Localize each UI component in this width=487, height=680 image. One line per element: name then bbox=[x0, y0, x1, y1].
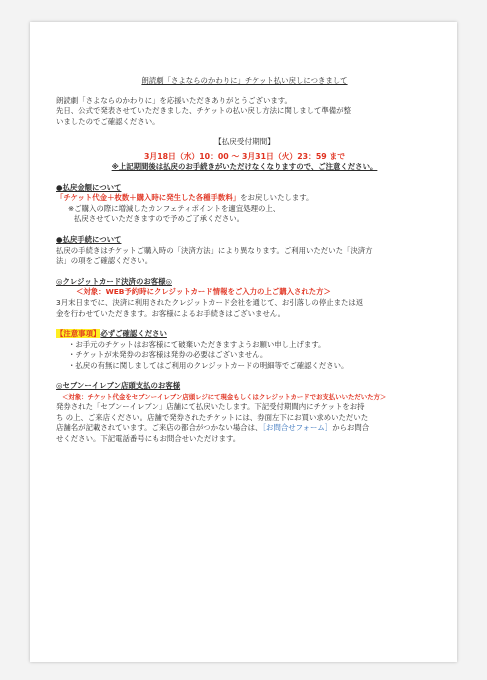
procedure-line-1: 払戻の手続きはチケットご購入時の「決済方法」により異なります。ご利用いただいた「決済方 bbox=[56, 245, 373, 255]
amount-line-2: ※ご購入の際に増減したカンフェティポイントを適宜処理の上、 bbox=[68, 203, 281, 213]
intro-line-2: 先日、公式で発表させていただきました、チケットの払い戻し方法に関しまして準備が整 bbox=[56, 106, 351, 116]
credit-line-1: 3月末日までに、決済に利用されたクレジットカード会社を通じて、お引落しの停止または返 bbox=[56, 297, 364, 307]
seven-heading: ◎セブンーイレブン店頭支払のお客様 bbox=[56, 381, 181, 391]
document-content bbox=[56, 76, 433, 444]
seven-line-4: せください。下記電話番号にもお問合せいただけます。 bbox=[56, 433, 241, 443]
document-page bbox=[30, 22, 457, 662]
seven-line-3-pre: 店舗名が記載されています。ご来店の都合がつかない場合は、 bbox=[56, 423, 263, 433]
amount-line-3: 払戻させていただきますので予めご了承ください。 bbox=[74, 214, 244, 224]
amount-line-1-rest: をお戻しいたします。 bbox=[240, 193, 314, 203]
seven-target: ＜対象：チケット代金をセブンーイレブン店頭レジにて現金もしくはクレジットカードでお支払いいただいた方＞ bbox=[62, 393, 387, 402]
seven-line-3-post: からお問合 bbox=[332, 423, 370, 433]
period-notice: ※上記期間後は払戻のお手続きがいただけなくなりますので、ご注意ください。 bbox=[111, 161, 378, 171]
seven-line-3 bbox=[56, 423, 433, 434]
seven-line-2: ち の上、ご来店ください。店舗で発券されたチケットには、券面左下にお買い求めいただいた bbox=[56, 412, 369, 422]
caution-bullet-3: ・払戻の有無に関しましてはご利用のクレジットカードの明細等でご確認ください。 bbox=[68, 360, 349, 370]
spacer bbox=[56, 127, 433, 135]
caution-heading bbox=[56, 329, 433, 340]
amount-heading: ●払戻金額について bbox=[56, 182, 122, 192]
amount-line-1 bbox=[56, 193, 433, 204]
contact-form-link[interactable]: ［お問合せフォーム］ bbox=[262, 423, 333, 433]
credit-target: ＜対象：WEB予約時にクレジットカード情報をご入力の上ご購入された方＞ bbox=[76, 287, 331, 297]
seven-line-1: 発券された「セブンーイレブン」店舗にて払戻いたします。下記受付期間内にチケットをお持 bbox=[56, 402, 365, 412]
caution-bullet-2: ・チケットが未発券のお客様は発券の必要はございません。 bbox=[68, 350, 268, 360]
caution-heading-rest: 必ずご確認ください bbox=[100, 329, 167, 339]
caution-highlight: 【注意事項】 bbox=[56, 329, 101, 339]
credit-heading: ◎クレジットカード決済のお客様◎ bbox=[56, 276, 172, 286]
intro-line-1: 朗読劇「さよならのかわりに」を応援いただきありがとうございます。 bbox=[56, 95, 292, 105]
procedure-heading: ●払戻手続について bbox=[56, 234, 122, 244]
credit-line-2: 金を行わせていただきます。お客様によるお手続きはございません。 bbox=[56, 308, 285, 318]
period-title: 【払戻受付期間】 bbox=[214, 137, 275, 147]
refund-period: 3月18日（水）10：00 〜 3月31日（火）23：59 まで bbox=[143, 151, 346, 161]
intro-line-3: いましたのでご確認ください。 bbox=[56, 116, 160, 126]
amount-highlight: 「チケット代金＋枚数＋購入時に発生した各種手数料」 bbox=[56, 193, 241, 203]
procedure-line-2: 法」の項をご確認ください。 bbox=[56, 256, 153, 266]
document-title: 朗読劇「さよならのかわりに」チケット払い戻しにつきまして bbox=[141, 76, 348, 85]
caution-bullet-1: ・お手元のチケットはお客様にて破棄いただきますようお願い申し上げます。 bbox=[68, 339, 326, 349]
